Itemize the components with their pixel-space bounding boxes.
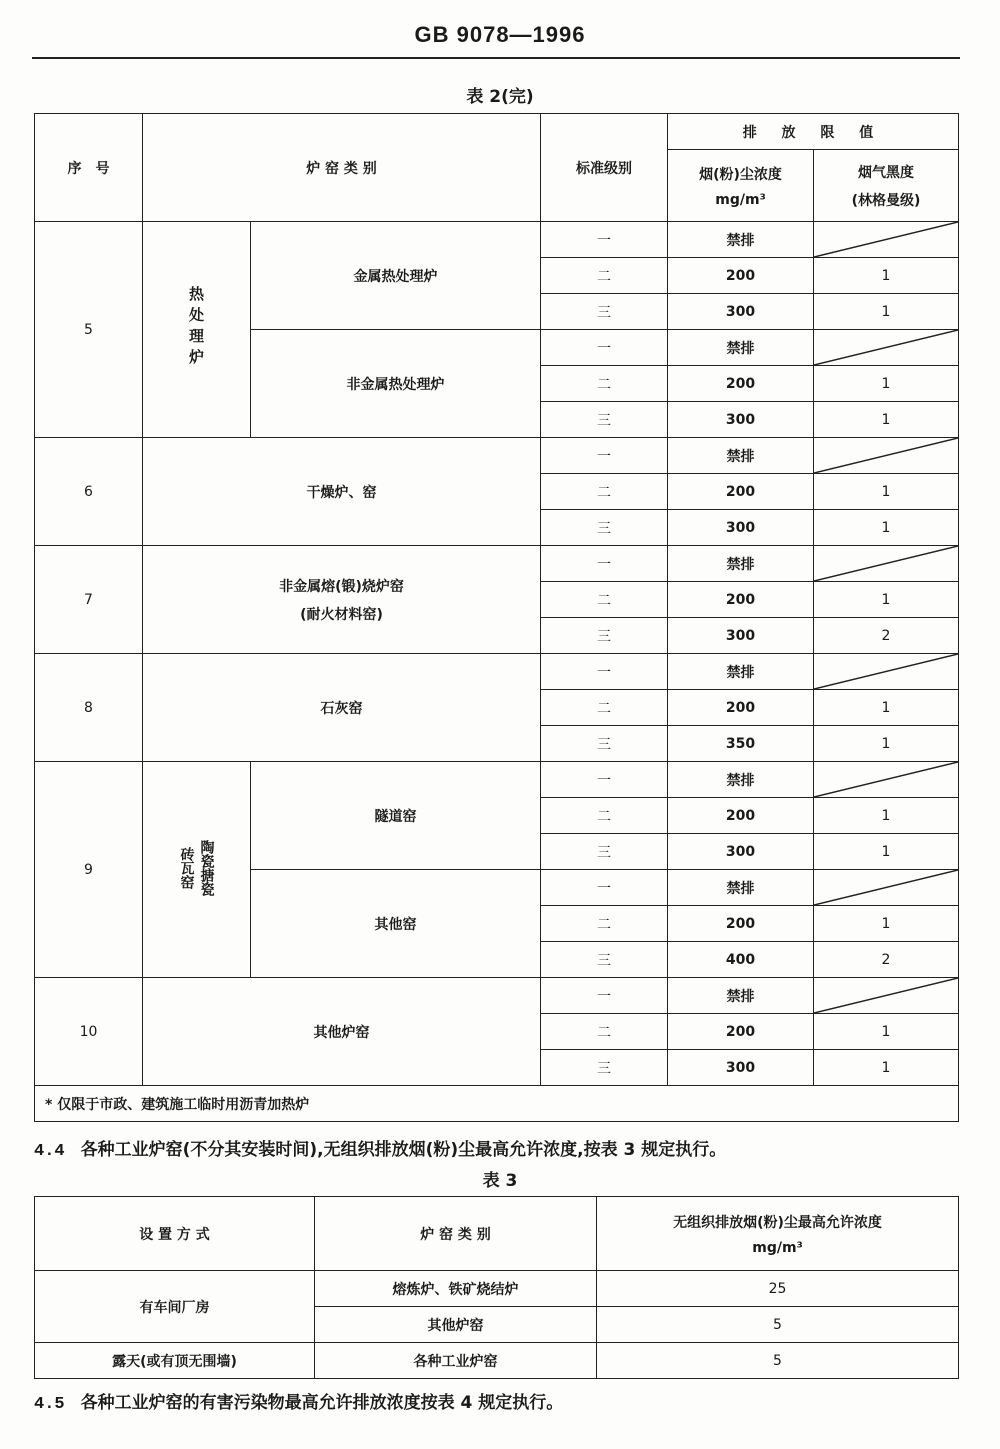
table-cell-dust: 300	[668, 294, 814, 330]
category-label-line: 非金属熔(锻)烧炉窑	[279, 578, 404, 595]
table-cell-level: 一	[541, 438, 668, 474]
table-cell-level: 一	[541, 978, 668, 1014]
category-group-label: 砖瓦窑	[178, 846, 195, 889]
table-row	[35, 762, 959, 798]
table-cell-setting: 露天(或有顶无围墙)	[35, 1343, 315, 1379]
col-concentration-unit: mg/m³	[752, 1239, 803, 1256]
table-cell-level: 一	[541, 870, 668, 906]
table-cell-seq: 9	[35, 762, 143, 978]
table-cell-category: 其他炉窑	[143, 978, 541, 1086]
table-cell-smoke: 1	[814, 1050, 959, 1086]
diagonal-slash	[814, 762, 958, 797]
col-smoke-unit: (林格曼级)	[851, 192, 921, 209]
table-row	[35, 978, 959, 1014]
col-dust-header	[668, 150, 814, 222]
table-cell-smoke: 1	[814, 510, 959, 546]
table-cell-level: 二	[541, 690, 668, 726]
table-cell-smoke: 1	[814, 1014, 959, 1050]
table-cell-dust: 禁排	[668, 222, 814, 258]
table-cell-category: 干燥炉、窑	[143, 438, 541, 546]
table-row	[35, 222, 959, 258]
table-cell-dust: 300	[668, 402, 814, 438]
table-cell-level: 一	[541, 654, 668, 690]
diagonal-slash	[814, 438, 958, 473]
paragraph-text: 各种工业炉窑(不分其安装时间),无组织排放烟(粉)尘最高允许浓度,按表 3 规定执行。	[80, 1140, 727, 1160]
table-cell-level: 二	[541, 582, 668, 618]
table-cell-level: 二	[541, 366, 668, 402]
diagonal-slash	[814, 222, 958, 257]
table-cell-level: 三	[541, 510, 668, 546]
table-cell-subcategory: 非金属热处理炉	[251, 330, 541, 438]
table-cell-dust: 200	[668, 258, 814, 294]
col-category-header: 炉 窑 类 别	[143, 114, 541, 222]
table-cell-seq: 10	[35, 978, 143, 1086]
diagonal-slash	[814, 870, 958, 905]
table-cell-level: 三	[541, 294, 668, 330]
table-cell-smoke: 1	[814, 690, 959, 726]
table-cell-level: 一	[541, 330, 668, 366]
table-cell-category: 熔炼炉、铁矿烧结炉	[315, 1271, 597, 1307]
table-cell-subcategory: 金属热处理炉	[251, 222, 541, 330]
table-cell-smoke: 2	[814, 942, 959, 978]
col-concentration-header	[597, 1197, 959, 1271]
table2-caption: 表 2(完)	[466, 87, 534, 107]
table-cell-category-group	[143, 222, 251, 438]
table-cell-dust: 200	[668, 906, 814, 942]
table-cell-dust: 300	[668, 1050, 814, 1086]
table3	[34, 1196, 959, 1379]
table-cell-dust: 禁排	[668, 546, 814, 582]
table-note: * 仅限于市政、建筑施工临时用沥青加热炉	[35, 1086, 959, 1122]
table-cell-level: 二	[541, 798, 668, 834]
header-rule	[32, 57, 960, 59]
table-cell-level: 二	[541, 474, 668, 510]
table-cell-smoke	[814, 870, 959, 906]
paragraph-4-4	[34, 1135, 726, 1161]
table-cell-category: 各种工业炉窑	[315, 1343, 597, 1379]
col-seq-header: 序 号	[35, 114, 143, 222]
table-cell-level: 二	[541, 906, 668, 942]
col-dust-unit: mg/m³	[715, 191, 766, 208]
col-dust-label: 烟(粉)尘浓度	[699, 166, 782, 183]
table-cell-dust: 禁排	[668, 438, 814, 474]
table-cell-dust: 禁排	[668, 870, 814, 906]
table-cell-smoke: 1	[814, 582, 959, 618]
col-smoke-header	[814, 150, 959, 222]
table-cell-value: 5	[597, 1307, 959, 1343]
table-cell-smoke: 1	[814, 834, 959, 870]
table-cell-dust: 300	[668, 834, 814, 870]
table-cell-subcategory: 其他窑	[251, 870, 541, 978]
table2	[34, 113, 959, 1122]
table-cell-smoke: 1	[814, 474, 959, 510]
table-cell-dust: 200	[668, 798, 814, 834]
table-cell-dust: 禁排	[668, 330, 814, 366]
table-cell-seq: 7	[35, 546, 143, 654]
diagonal-slash	[814, 330, 958, 365]
col-concentration-label: 无组织排放烟(粉)尘最高允许浓度	[673, 1214, 882, 1231]
table-cell-seq: 8	[35, 654, 143, 762]
paragraph-number: 4.5	[34, 1395, 65, 1414]
table-cell-dust: 200	[668, 1014, 814, 1050]
table-cell-dust: 200	[668, 582, 814, 618]
paragraph-text: 各种工业炉窑的有害污染物最高允许排放浓度按表 4 规定执行。	[80, 1393, 564, 1413]
diagonal-slash	[814, 654, 958, 689]
table-cell-level: 一	[541, 546, 668, 582]
table-cell-smoke: 1	[814, 906, 959, 942]
table-cell-dust: 350	[668, 726, 814, 762]
diagonal-slash	[814, 546, 958, 581]
table-cell-dust: 200	[668, 690, 814, 726]
table-cell-smoke	[814, 654, 959, 690]
table-note-row	[35, 1086, 959, 1122]
table-cell-subcategory: 隧道窑	[251, 762, 541, 870]
table-cell-dust: 300	[668, 510, 814, 546]
table-cell-level: 三	[541, 942, 668, 978]
table-cell-smoke: 2	[814, 618, 959, 654]
table-cell-dust: 200	[668, 474, 814, 510]
table-cell-category: 其他炉窑	[315, 1307, 597, 1343]
table-cell-dust: 禁排	[668, 654, 814, 690]
category-label-line: (耐火材料窑)	[300, 606, 383, 623]
table-cell-level: 一	[541, 222, 668, 258]
table-cell-dust: 禁排	[668, 762, 814, 798]
table-cell-smoke	[814, 546, 959, 582]
table-cell-dust: 300	[668, 618, 814, 654]
category-group-label: 陶瓷搪瓷	[198, 839, 215, 896]
table-cell-level: 二	[541, 1014, 668, 1050]
paragraph-4-5	[34, 1388, 563, 1414]
col-setting-header: 设 置 方 式	[35, 1197, 315, 1271]
table-cell-dust: 400	[668, 942, 814, 978]
category-group-label: 热处理炉	[187, 285, 205, 370]
table-cell-smoke	[814, 222, 959, 258]
table-cell-level: 一	[541, 762, 668, 798]
table-cell-smoke: 1	[814, 402, 959, 438]
table-cell-smoke: 1	[814, 258, 959, 294]
table-cell-smoke: 1	[814, 366, 959, 402]
table-cell-category: 石灰窑	[143, 654, 541, 762]
table-cell-level: 三	[541, 402, 668, 438]
col-level-header: 标准级别	[541, 114, 668, 222]
diagonal-slash	[814, 978, 958, 1013]
col-smoke-label: 烟气黑度	[858, 164, 914, 181]
table-cell-setting: 有车间厂房	[35, 1271, 315, 1343]
table-cell-level: 三	[541, 618, 668, 654]
col-category-header: 炉 窑 类 别	[315, 1197, 597, 1271]
table-cell-value: 5	[597, 1343, 959, 1379]
table-cell-smoke: 1	[814, 798, 959, 834]
table-row	[35, 546, 959, 582]
standard-code: GB 9078—1996	[414, 22, 586, 47]
table-row	[35, 438, 959, 474]
table-cell-smoke: 1	[814, 294, 959, 330]
table-cell-smoke	[814, 762, 959, 798]
table-row	[35, 654, 959, 690]
table-cell-level: 三	[541, 1050, 668, 1086]
table-cell-category	[143, 546, 541, 654]
table-cell-smoke	[814, 330, 959, 366]
table-cell-value: 25	[597, 1271, 959, 1307]
table-cell-level: 三	[541, 726, 668, 762]
table-cell-seq: 6	[35, 438, 143, 546]
table-cell-smoke	[814, 438, 959, 474]
table-cell-category-group	[143, 762, 251, 978]
table-cell-smoke	[814, 978, 959, 1014]
col-limits-header: 排 放 限 值	[668, 114, 959, 150]
table-cell-dust: 禁排	[668, 978, 814, 1014]
table-cell-level: 三	[541, 834, 668, 870]
paragraph-number: 4.4	[34, 1142, 65, 1161]
table-cell-dust: 200	[668, 366, 814, 402]
table-cell-smoke: 1	[814, 726, 959, 762]
table-cell-level: 二	[541, 258, 668, 294]
table3-caption: 表 3	[482, 1171, 518, 1191]
table-cell-seq: 5	[35, 222, 143, 438]
